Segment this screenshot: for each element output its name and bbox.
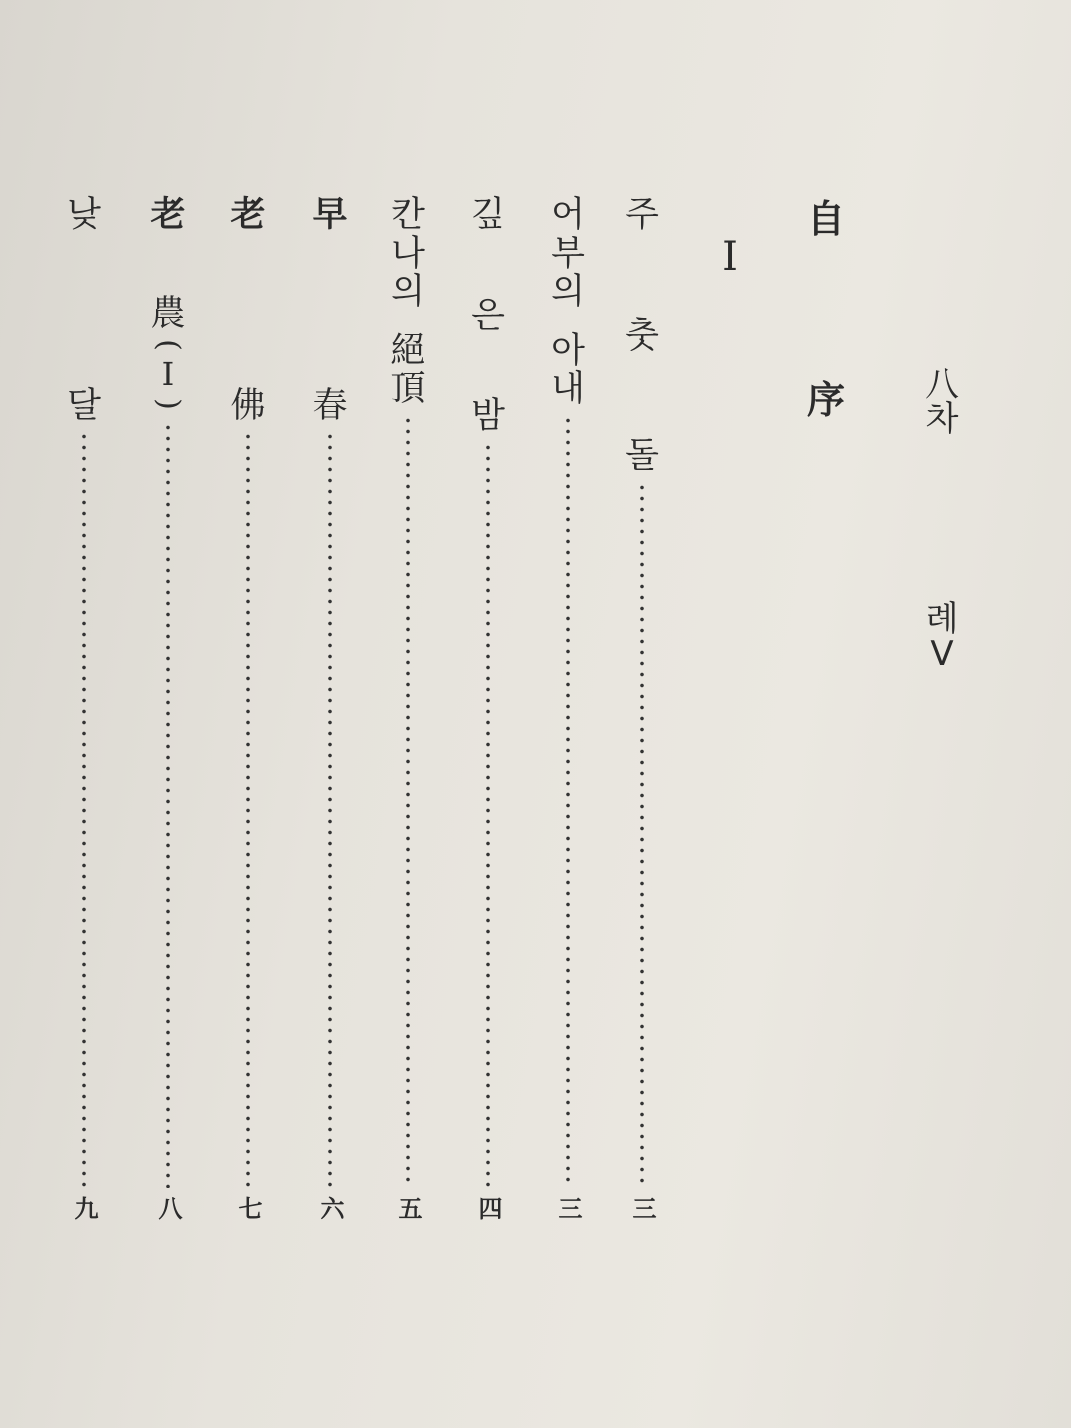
page-number: 七: [234, 1196, 263, 1216]
preface-entry[interactable]: [796, 196, 856, 423]
dot-leader: [327, 431, 333, 1188]
title-char: I: [161, 355, 175, 393]
heading-open-bracket: 八: [925, 365, 959, 405]
title-char: (: [150, 339, 186, 351]
title-char: 農: [150, 293, 186, 334]
title-char: 아: [551, 330, 585, 371]
page-number: 三: [554, 1196, 583, 1216]
toc-entry-1[interactable]: [612, 196, 672, 1216]
toc-entry-5[interactable]: [300, 196, 360, 1216]
entry-title: [150, 196, 185, 416]
title-char: 낮: [67, 195, 101, 235]
title-char: 춧: [625, 315, 659, 356]
title-char: 칸: [391, 195, 425, 235]
dot-leader: [81, 431, 87, 1188]
toc-entry-7[interactable]: [138, 196, 198, 1216]
toc-entry-6[interactable]: [218, 196, 278, 1216]
title-char: 老: [230, 194, 266, 235]
title-char: 부: [551, 233, 585, 274]
title-char: 내: [551, 369, 585, 409]
toc-entry-8[interactable]: [54, 196, 114, 1216]
section-marker: [700, 236, 760, 279]
title-char: 밤: [471, 396, 505, 436]
title-char: 달: [67, 385, 101, 426]
toc-entry-4[interactable]: [378, 196, 438, 1216]
page-number: 六: [316, 1196, 345, 1216]
title-char: 早: [312, 194, 348, 235]
dot-leader: [405, 415, 411, 1189]
title-char: 주: [625, 195, 659, 235]
title-char: 春: [312, 385, 348, 426]
title-char: 어: [551, 195, 585, 235]
toc-heading: [916, 365, 968, 675]
title-char: 깊: [471, 195, 505, 235]
heading-char-rye: 례: [925, 598, 959, 639]
title-char: 의: [551, 272, 585, 312]
title-char: 돌: [625, 436, 659, 476]
title-char: 은: [471, 295, 505, 336]
heading-char-cha: 차: [925, 399, 959, 439]
title-char: 佛: [230, 385, 266, 426]
entry-title: [551, 196, 585, 409]
preface-char-2: 序: [806, 377, 845, 423]
page-number: 四: [474, 1196, 503, 1216]
title-char: 頂: [390, 369, 426, 409]
heading-close-bracket: V: [930, 634, 954, 675]
title-char: ): [150, 398, 186, 411]
entry-title: [312, 196, 347, 425]
section-label: I: [722, 234, 738, 280]
entry-title: [471, 196, 505, 436]
toc-entry-3[interactable]: [458, 196, 518, 1216]
page-number: 九: [70, 1196, 99, 1216]
entry-title: [625, 196, 659, 476]
entry-title: [230, 196, 265, 425]
title-char: 老: [150, 194, 186, 235]
page-number: 三: [628, 1196, 657, 1216]
dot-leader: [165, 422, 171, 1188]
page-number: 八: [154, 1196, 183, 1216]
dot-leader: [639, 482, 645, 1189]
title-char: 나: [391, 233, 425, 274]
entry-title: [390, 196, 425, 409]
preface-char-1: 自: [806, 196, 845, 241]
toc-entry-2[interactable]: [538, 196, 598, 1216]
title-char: 의: [391, 272, 425, 312]
entry-title: [67, 196, 101, 425]
title-char: 絕: [390, 330, 426, 371]
dot-leader: [565, 415, 571, 1189]
dot-leader: [245, 431, 251, 1188]
page-number: 五: [394, 1196, 423, 1216]
dot-leader: [485, 442, 491, 1189]
